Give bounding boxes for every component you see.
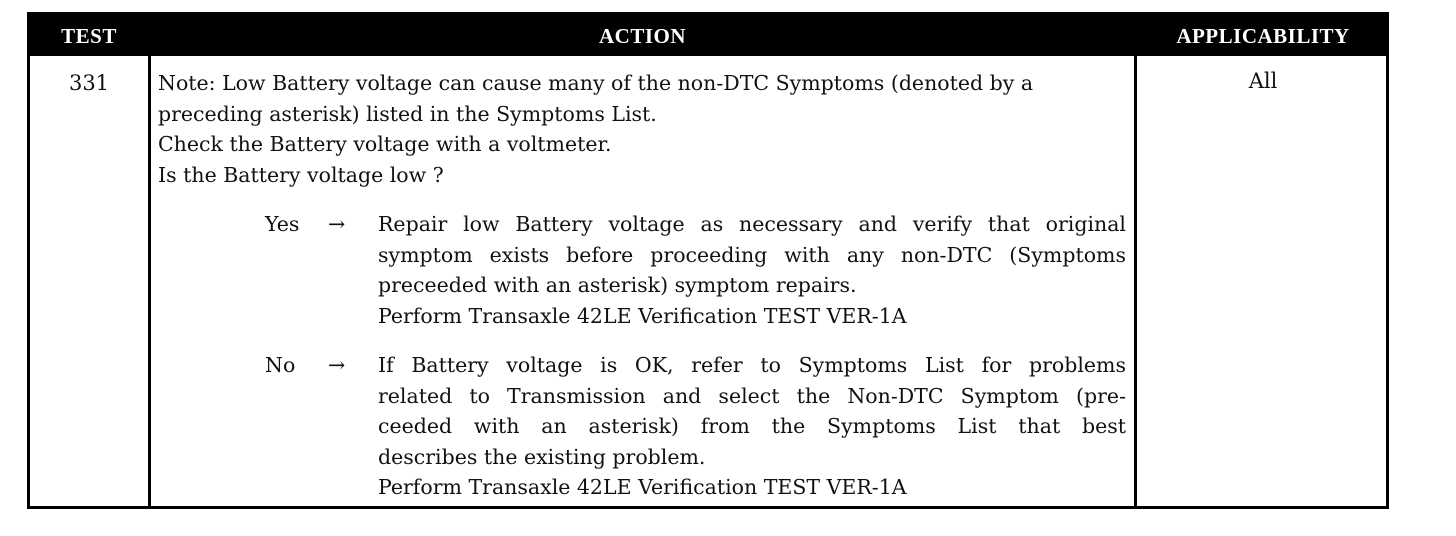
no-text-line: Perform Transaxle 42LE Verification TEST VER-1A <box>378 475 907 499</box>
no-instructions <box>378 350 1126 503</box>
column-divider-2 <box>1134 56 1137 506</box>
no-text-line: If Battery voltage is OK, refer to Symptoms List for problems <box>378 353 1126 377</box>
yes-text-line: symptom exists before proceeding with any non-DTC (Symptoms <box>378 242 1126 267</box>
test-number: 331 <box>68 71 110 95</box>
table-header-row <box>30 15 1386 56</box>
action-text-line: Check the Battery voltage with a voltmeter. <box>158 132 612 156</box>
no-label: No <box>265 353 296 377</box>
yes-text-line: Perform Transaxle 42LE Verification TEST VER-1A <box>378 303 907 328</box>
no-text-line: ceeded with an asterisk) from the Symptoms List that best <box>378 414 1126 438</box>
right-arrow-icon: → <box>328 212 346 236</box>
no-text-line: describes the existing problem. <box>378 444 706 469</box>
action-cell <box>158 56 1126 503</box>
yes-answer <box>158 209 1126 331</box>
action-text-line: Note: Low Battery voltage can cause many of the non-DTC Symptoms (denoted by a <box>158 71 1034 95</box>
action-text-line: preceding asterisk) listed in the Symptoms List. <box>158 101 657 126</box>
no-answer <box>158 350 1126 503</box>
right-arrow-icon: → <box>328 353 346 377</box>
diagnostic-test-table <box>27 12 1389 509</box>
yes-label: Yes <box>265 212 300 236</box>
applicability-value: All <box>1248 69 1278 93</box>
header-action: ACTION <box>598 24 686 48</box>
header-applicability: APPLICABILITY <box>1176 24 1350 48</box>
column-divider-1 <box>148 56 151 506</box>
yes-text-line: preceeded with an asterisk) symptom repairs. <box>378 273 857 297</box>
yes-instructions <box>378 209 1126 331</box>
yes-text-line: Repair low Battery voltage as necessary and verify that original <box>378 212 1126 236</box>
no-text-line: related to Transmission and select the Non-DTC Symptom (pre- <box>378 383 1126 408</box>
header-test: TEST <box>61 24 117 48</box>
action-text-line: Is the Battery voltage low ? <box>158 162 444 187</box>
